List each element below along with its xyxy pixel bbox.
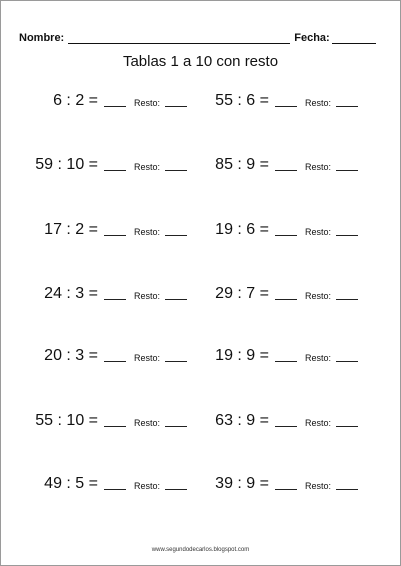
division-expression: 17 : 2 = — [44, 221, 98, 238]
answer-blank[interactable] — [104, 105, 126, 107]
exercise-right — [201, 92, 358, 110]
answer-blank[interactable] — [104, 298, 126, 300]
name-blank-line — [68, 34, 290, 44]
division-expression: 19 : 6 = — [215, 221, 269, 238]
remainder-blank[interactable] — [336, 234, 358, 236]
division-expression: 85 : 9 = — [215, 156, 269, 173]
resto-label: Resto: — [134, 98, 161, 108]
remainder-blank[interactable] — [336, 169, 358, 171]
division-expression: 20 : 3 = — [44, 347, 98, 364]
answer-blank[interactable] — [104, 360, 126, 362]
answer-blank[interactable] — [104, 169, 126, 171]
remainder-blank[interactable] — [165, 298, 187, 300]
exercise-right — [201, 285, 358, 303]
division-expression: 29 : 7 = — [215, 285, 269, 302]
answer-blank[interactable] — [275, 169, 297, 171]
remainder-blank[interactable] — [165, 488, 187, 490]
exercise-left — [28, 285, 187, 303]
exercise-left — [28, 221, 187, 239]
resto-label: Resto: — [305, 353, 332, 363]
division-expression: 55 : 6 = — [215, 92, 269, 109]
answer-blank[interactable] — [104, 234, 126, 236]
resto-label: Resto: — [134, 291, 161, 301]
remainder-blank[interactable] — [165, 105, 187, 107]
exercise-right — [201, 475, 358, 493]
resto-label: Resto: — [134, 418, 161, 428]
division-expression: 63 : 9 = — [215, 412, 269, 429]
exercise-left — [28, 475, 187, 493]
exercise-right — [201, 221, 358, 239]
remainder-blank[interactable] — [165, 425, 187, 427]
division-expression: 24 : 3 = — [44, 285, 98, 302]
division-expression: 55 : 10 = — [35, 412, 98, 429]
answer-blank[interactable] — [104, 425, 126, 427]
resto-label: Resto: — [134, 227, 161, 237]
exercise-left — [28, 92, 187, 110]
answer-blank[interactable] — [104, 488, 126, 490]
exercise-right — [201, 156, 358, 174]
resto-label: Resto: — [305, 162, 332, 172]
resto-label: Resto: — [305, 291, 332, 301]
division-expression: 49 : 5 = — [44, 475, 98, 492]
remainder-blank[interactable] — [336, 298, 358, 300]
answer-blank[interactable] — [275, 488, 297, 490]
resto-label: Resto: — [134, 162, 161, 172]
division-expression: 39 : 9 = — [215, 475, 269, 492]
answer-blank[interactable] — [275, 105, 297, 107]
exercise-left — [28, 156, 187, 174]
date-blank-line — [332, 34, 376, 44]
remainder-blank[interactable] — [336, 488, 358, 490]
remainder-blank[interactable] — [336, 425, 358, 427]
footer-url: www.segundodecarlos.blogspot.com — [151, 547, 250, 553]
exercise-left — [28, 347, 187, 365]
page-title: Tablas 1 a 10 con resto — [122, 53, 279, 70]
remainder-blank[interactable] — [165, 234, 187, 236]
resto-label: Resto: — [134, 353, 161, 363]
remainder-blank[interactable] — [336, 360, 358, 362]
remainder-blank[interactable] — [336, 105, 358, 107]
answer-blank[interactable] — [275, 360, 297, 362]
header — [19, 32, 376, 44]
answer-blank[interactable] — [275, 234, 297, 236]
resto-label: Resto: — [305, 481, 332, 491]
remainder-blank[interactable] — [165, 360, 187, 362]
exercise-left — [28, 412, 187, 430]
exercise-right — [201, 412, 358, 430]
exercise-right — [201, 347, 358, 365]
answer-blank[interactable] — [275, 425, 297, 427]
date-label: Fecha: — [294, 32, 330, 44]
division-expression: 19 : 9 = — [215, 347, 269, 364]
resto-label: Resto: — [305, 418, 332, 428]
remainder-blank[interactable] — [165, 169, 187, 171]
resto-label: Resto: — [305, 98, 332, 108]
division-expression: 59 : 10 = — [35, 156, 98, 173]
resto-label: Resto: — [305, 227, 332, 237]
name-label: Nombre: — [19, 32, 65, 44]
resto-label: Resto: — [134, 481, 161, 491]
division-expression: 6 : 2 = — [53, 92, 98, 109]
answer-blank[interactable] — [275, 298, 297, 300]
